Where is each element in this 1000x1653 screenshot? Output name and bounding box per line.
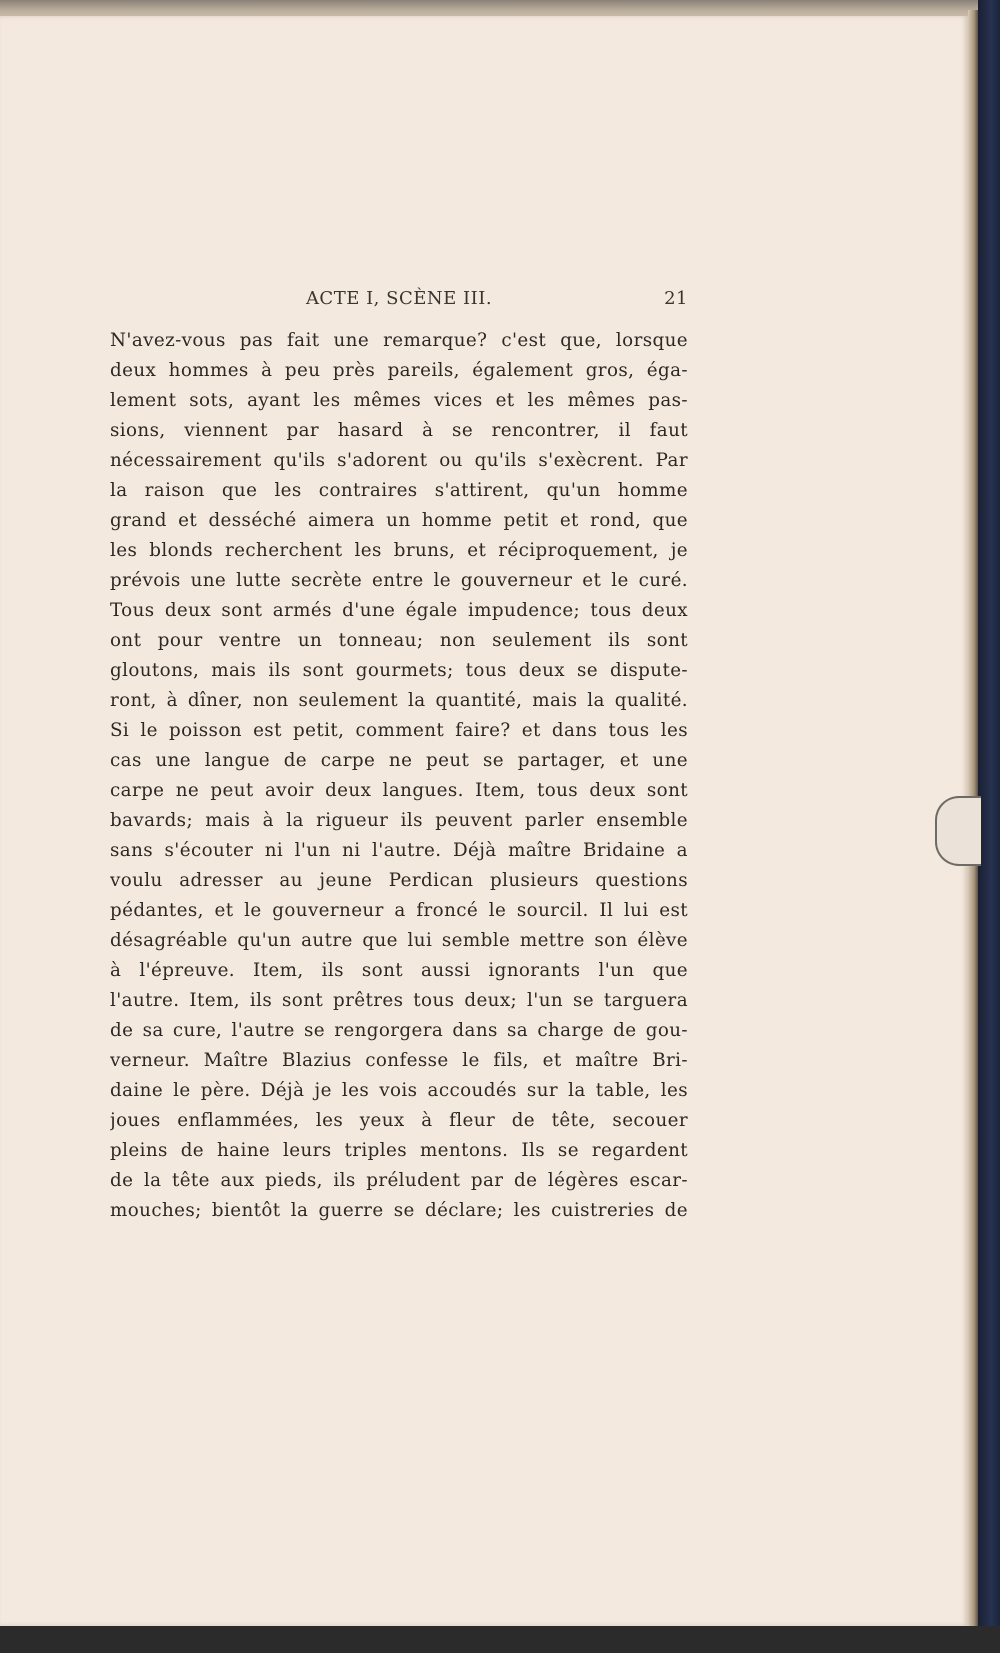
text-line: lement sots, ayant les mêmes vices et les mêmes pas-	[110, 390, 688, 411]
text-line: Tous deux sont armés d'une égale impudence; tous deux	[110, 600, 688, 621]
text-line: les blonds recherchent les bruns, et réciproquement, je	[110, 540, 688, 561]
text-line: désagréable qu'un autre que lui semble mettre son élève	[110, 930, 688, 951]
text-line: gloutons, mais ils sont gourmets; tous deux se dispute-	[110, 660, 688, 681]
text-line: verneur. Maître Blazius confesse le fils, et maître Bri-	[110, 1050, 688, 1071]
book-cover-edge	[978, 0, 1000, 1653]
text-line: pédantes, et le gouverneur a froncé le sourcil. Il lui est	[110, 900, 688, 921]
text-line: cas une langue de carpe ne peut se partager, et une	[110, 750, 688, 771]
text-line: sans s'écouter ni l'un ni l'autre. Déjà maître Bridaine a	[110, 840, 688, 861]
text-line: la raison que les contraires s'attirent, qu'un homme	[110, 480, 688, 501]
text-line: daine le père. Déjà je les vois accoudés sur la table, les	[110, 1080, 688, 1101]
text-line: deux hommes à peu près pareils, également gros, éga-	[110, 360, 688, 381]
text-line: prévois une lutte secrète entre le gouverneur et le curé.	[110, 570, 688, 591]
text-line: grand et desséché aimera un homme petit et rond, que	[110, 510, 688, 531]
text-line: de sa cure, l'autre se rengorgera dans sa charge de gou-	[110, 1020, 688, 1041]
text-line: voulu adresser au jeune Perdican plusieurs questions	[110, 870, 688, 891]
scan-background	[0, 1626, 1000, 1653]
body-text	[110, 326, 688, 1226]
text-line: bavards; mais à la rigueur ils peuvent parler ensemble	[110, 810, 688, 831]
text-line: sions, viennent par hasard à se rencontrer, il faut	[110, 420, 688, 441]
text-line: ont pour ventre un tonneau; non seulement ils sont	[110, 630, 688, 651]
text-line: mouches; bientôt la guerre se déclare; les cuistreries de	[110, 1200, 688, 1221]
text-line: pleins de haine leurs triples mentons. Ils se regardent	[110, 1140, 688, 1161]
page-number: 21	[664, 288, 688, 309]
text-line: de la tête aux pieds, ils préludent par de légères escar-	[110, 1170, 688, 1191]
page-clip	[935, 796, 981, 866]
running-head: ACTE I, SCÈNE III.	[305, 288, 493, 309]
text-line: l'autre. Item, ils sont prêtres tous deux; l'un se targuera	[110, 990, 688, 1011]
text-line: joues enflammées, les yeux à fleur de tête, secouer	[110, 1110, 688, 1131]
text-line: ront, à dîner, non seulement la quantité, mais la qualité.	[110, 690, 688, 711]
text-line: carpe ne peut avoir deux langues. Item, tous deux sont	[110, 780, 688, 801]
text-line: N'avez-vous pas fait une remarque? c'est que, lorsque	[110, 330, 688, 351]
page-header	[110, 288, 688, 314]
text-line: Si le poisson est petit, comment faire? et dans tous les	[110, 720, 688, 741]
text-line: à l'épreuve. Item, ils sont aussi ignorants l'un que	[110, 960, 688, 981]
text-line: nécessairement qu'ils s'adorent ou qu'ils s'exècrent. Par	[110, 450, 688, 471]
